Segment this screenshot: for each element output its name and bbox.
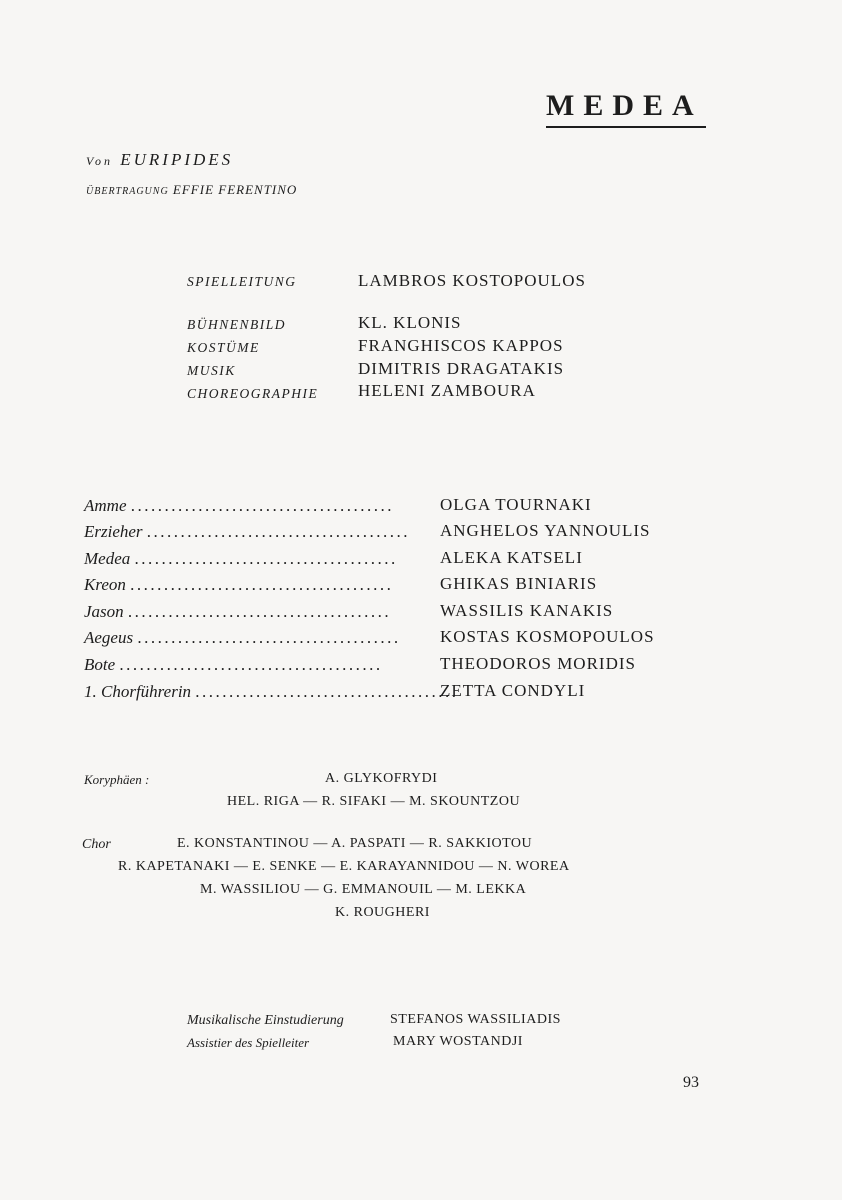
cast-role: Erzieher .......................................	[84, 522, 411, 541]
koryphaeen-line: HEL. RIGA — R. SIFAKI — M. SKOUNTZOU	[227, 794, 521, 809]
translation-label: ÜBERTRAGUNG	[86, 186, 169, 197]
koryphaeen-label: Koryphäen :	[84, 772, 150, 787]
credit-value: DIMITRIS DRAGATAKIS	[358, 359, 565, 378]
author-name: EURIPIDES	[120, 150, 234, 169]
cast-actor: ZETTA CONDYLI	[440, 681, 586, 700]
page-title: MEDEA	[546, 88, 706, 128]
chor-label: Chor	[82, 837, 111, 852]
chor-line: E. KONSTANTINOU — A. PASPATI — R. SAKKIOTOU	[177, 836, 533, 851]
assistant-label: Assistier des Spielleiter	[187, 1035, 310, 1050]
chor-line: R. KAPETANAKI — E. SENKE — E. KARAYANNIDOU — N. WOREA	[118, 859, 570, 874]
translation-line	[86, 182, 297, 198]
cast-role: Jason .......................................	[84, 602, 392, 621]
page-number: 93	[683, 1074, 699, 1091]
cast-role: 1. Chorführerin .......................................	[84, 682, 459, 701]
credit-label: KOSTÜME	[187, 340, 260, 355]
credit-label: SPIELLEITUNG	[187, 274, 297, 289]
cast-role: Kreon .......................................	[84, 575, 394, 594]
credit-label: BÜHNENBILD	[187, 317, 286, 332]
chor-line: K. ROUGHERI	[335, 905, 430, 920]
cast-actor: THEODOROS MORIDIS	[440, 654, 636, 673]
cast-actor: ANGHELOS YANNOULIS	[440, 521, 651, 540]
cast-actor: ALEKA KATSELI	[440, 548, 583, 567]
music-study-name: STEFANOS WASSILIADIS	[390, 1012, 561, 1027]
cast-role: Medea .......................................	[84, 549, 398, 568]
credit-value: KL. KLONIS	[358, 313, 462, 332]
cast-actor: KOSTAS KOSMOPOULOS	[440, 627, 655, 646]
cast-actor: GHIKAS BINIARIS	[440, 574, 598, 593]
author-line	[86, 150, 233, 170]
translator-name: EFFIE FERENTINO	[172, 182, 298, 197]
credit-label: MUSIK	[187, 363, 236, 378]
cast-actor: OLGA TOURNAKI	[440, 495, 592, 514]
music-study-label: Musikalische Einstudierung	[187, 1013, 344, 1028]
chor-line: M. WASSILIOU — G. EMMANOUIL — M. LEKKA	[200, 882, 527, 897]
credit-value: FRANGHISCOS KAPPOS	[358, 336, 564, 355]
assistant-name: MARY WOSTANDJI	[393, 1034, 523, 1049]
cast-role: Amme .......................................	[84, 496, 394, 515]
credit-value: HELENI ZAMBOURA	[358, 381, 536, 400]
koryphaeen-line: A. GLYKOFRYDI	[325, 771, 438, 786]
author-prefix: Von	[86, 154, 113, 168]
cast-role: Aegeus .......................................	[84, 628, 401, 647]
cast-role: Bote .......................................	[84, 655, 383, 674]
cast-actor: WASSILIS KANAKIS	[440, 601, 614, 620]
credit-label: CHOREOGRAPHIE	[187, 386, 319, 401]
credit-value: LAMBROS KOSTOPOULOS	[358, 271, 586, 290]
